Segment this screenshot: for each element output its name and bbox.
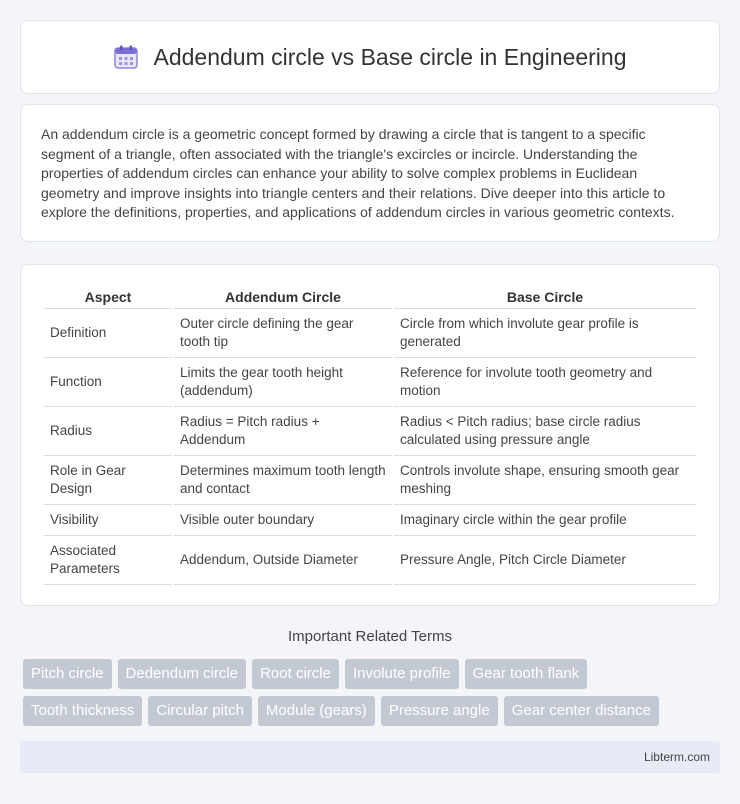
column-header: Base Circle [394,285,696,309]
table-cell: Outer circle defining the gear tooth tip [174,309,392,358]
table-cell: Radius = Pitch radius + Addendum [174,407,392,456]
related-term-tag[interactable]: Pitch circle [23,659,112,689]
tag-row [23,659,723,689]
table-row [44,456,696,505]
header-card [20,20,720,94]
related-term-tag[interactable]: Dedendum circle [118,659,247,689]
table-cell: Pressure Angle, Pitch Circle Diameter [394,536,696,585]
footer-site-link[interactable]: Libterm.com [643,750,710,764]
page-title: Addendum circle vs Base circle in Engineering [153,43,627,70]
calendar-icon [113,44,139,70]
table-row [44,309,696,358]
table-row [44,536,696,585]
table-row [44,358,696,407]
table-cell: Function [44,358,172,407]
related-term-tag[interactable]: Pressure angle [381,696,498,726]
footer [20,741,720,773]
table-cell: Controls involute shape, ensuring smooth gear meshing [394,456,696,505]
table-cell: Imaginary circle within the gear profile [394,505,696,536]
table-cell: Associated Parameters [44,536,172,585]
column-header: Addendum Circle [174,285,392,309]
table-cell: Visibility [44,505,172,536]
table-cell: Radius [44,407,172,456]
intro-card [20,104,720,242]
comparison-card [20,264,720,606]
related-term-tag[interactable]: Gear center distance [504,696,659,726]
table-row [44,407,696,456]
related-term-tag[interactable]: Involute profile [345,659,459,689]
table-row [44,505,696,536]
table-cell: Definition [44,309,172,358]
related-term-tag[interactable]: Module (gears) [258,696,375,726]
tag-row [23,696,723,726]
related-terms [23,659,723,733]
table-header-row [44,285,696,309]
intro-text: An addendum circle is a geometric concept formed by drawing a circle that is tangent to a specific segment of a triangle, often associated with the triangle's excircles or incircle. Understanding the properties of addendum circles can enhance your ability to solve complex problems in Euclidean geometry and improve insights into triangle centers and their relations. Dive deeper into this article to explore the definitions, properties, and applications of addendum circles in various geometric contexts. [41,126,675,220]
related-terms-title: Important Related Terms [288,628,452,645]
table-cell: Circle from which involute gear profile is generated [394,309,696,358]
table-cell: Determines maximum tooth length and contact [174,456,392,505]
related-term-tag[interactable]: Circular pitch [148,696,252,726]
table-cell: Addendum, Outside Diameter [174,536,392,585]
related-term-tag[interactable]: Gear tooth flank [465,659,588,689]
related-term-tag[interactable]: Tooth thickness [23,696,142,726]
table-cell: Role in Gear Design [44,456,172,505]
related-term-tag[interactable]: Root circle [252,659,339,689]
table-cell: Visible outer boundary [174,505,392,536]
column-header: Aspect [44,285,172,309]
table-cell: Reference for involute tooth geometry and motion [394,358,696,407]
table-cell: Radius < Pitch radius; base circle radius calculated using pressure angle [394,407,696,456]
table-cell: Limits the gear tooth height (addendum) [174,358,392,407]
comparison-table [42,285,698,585]
